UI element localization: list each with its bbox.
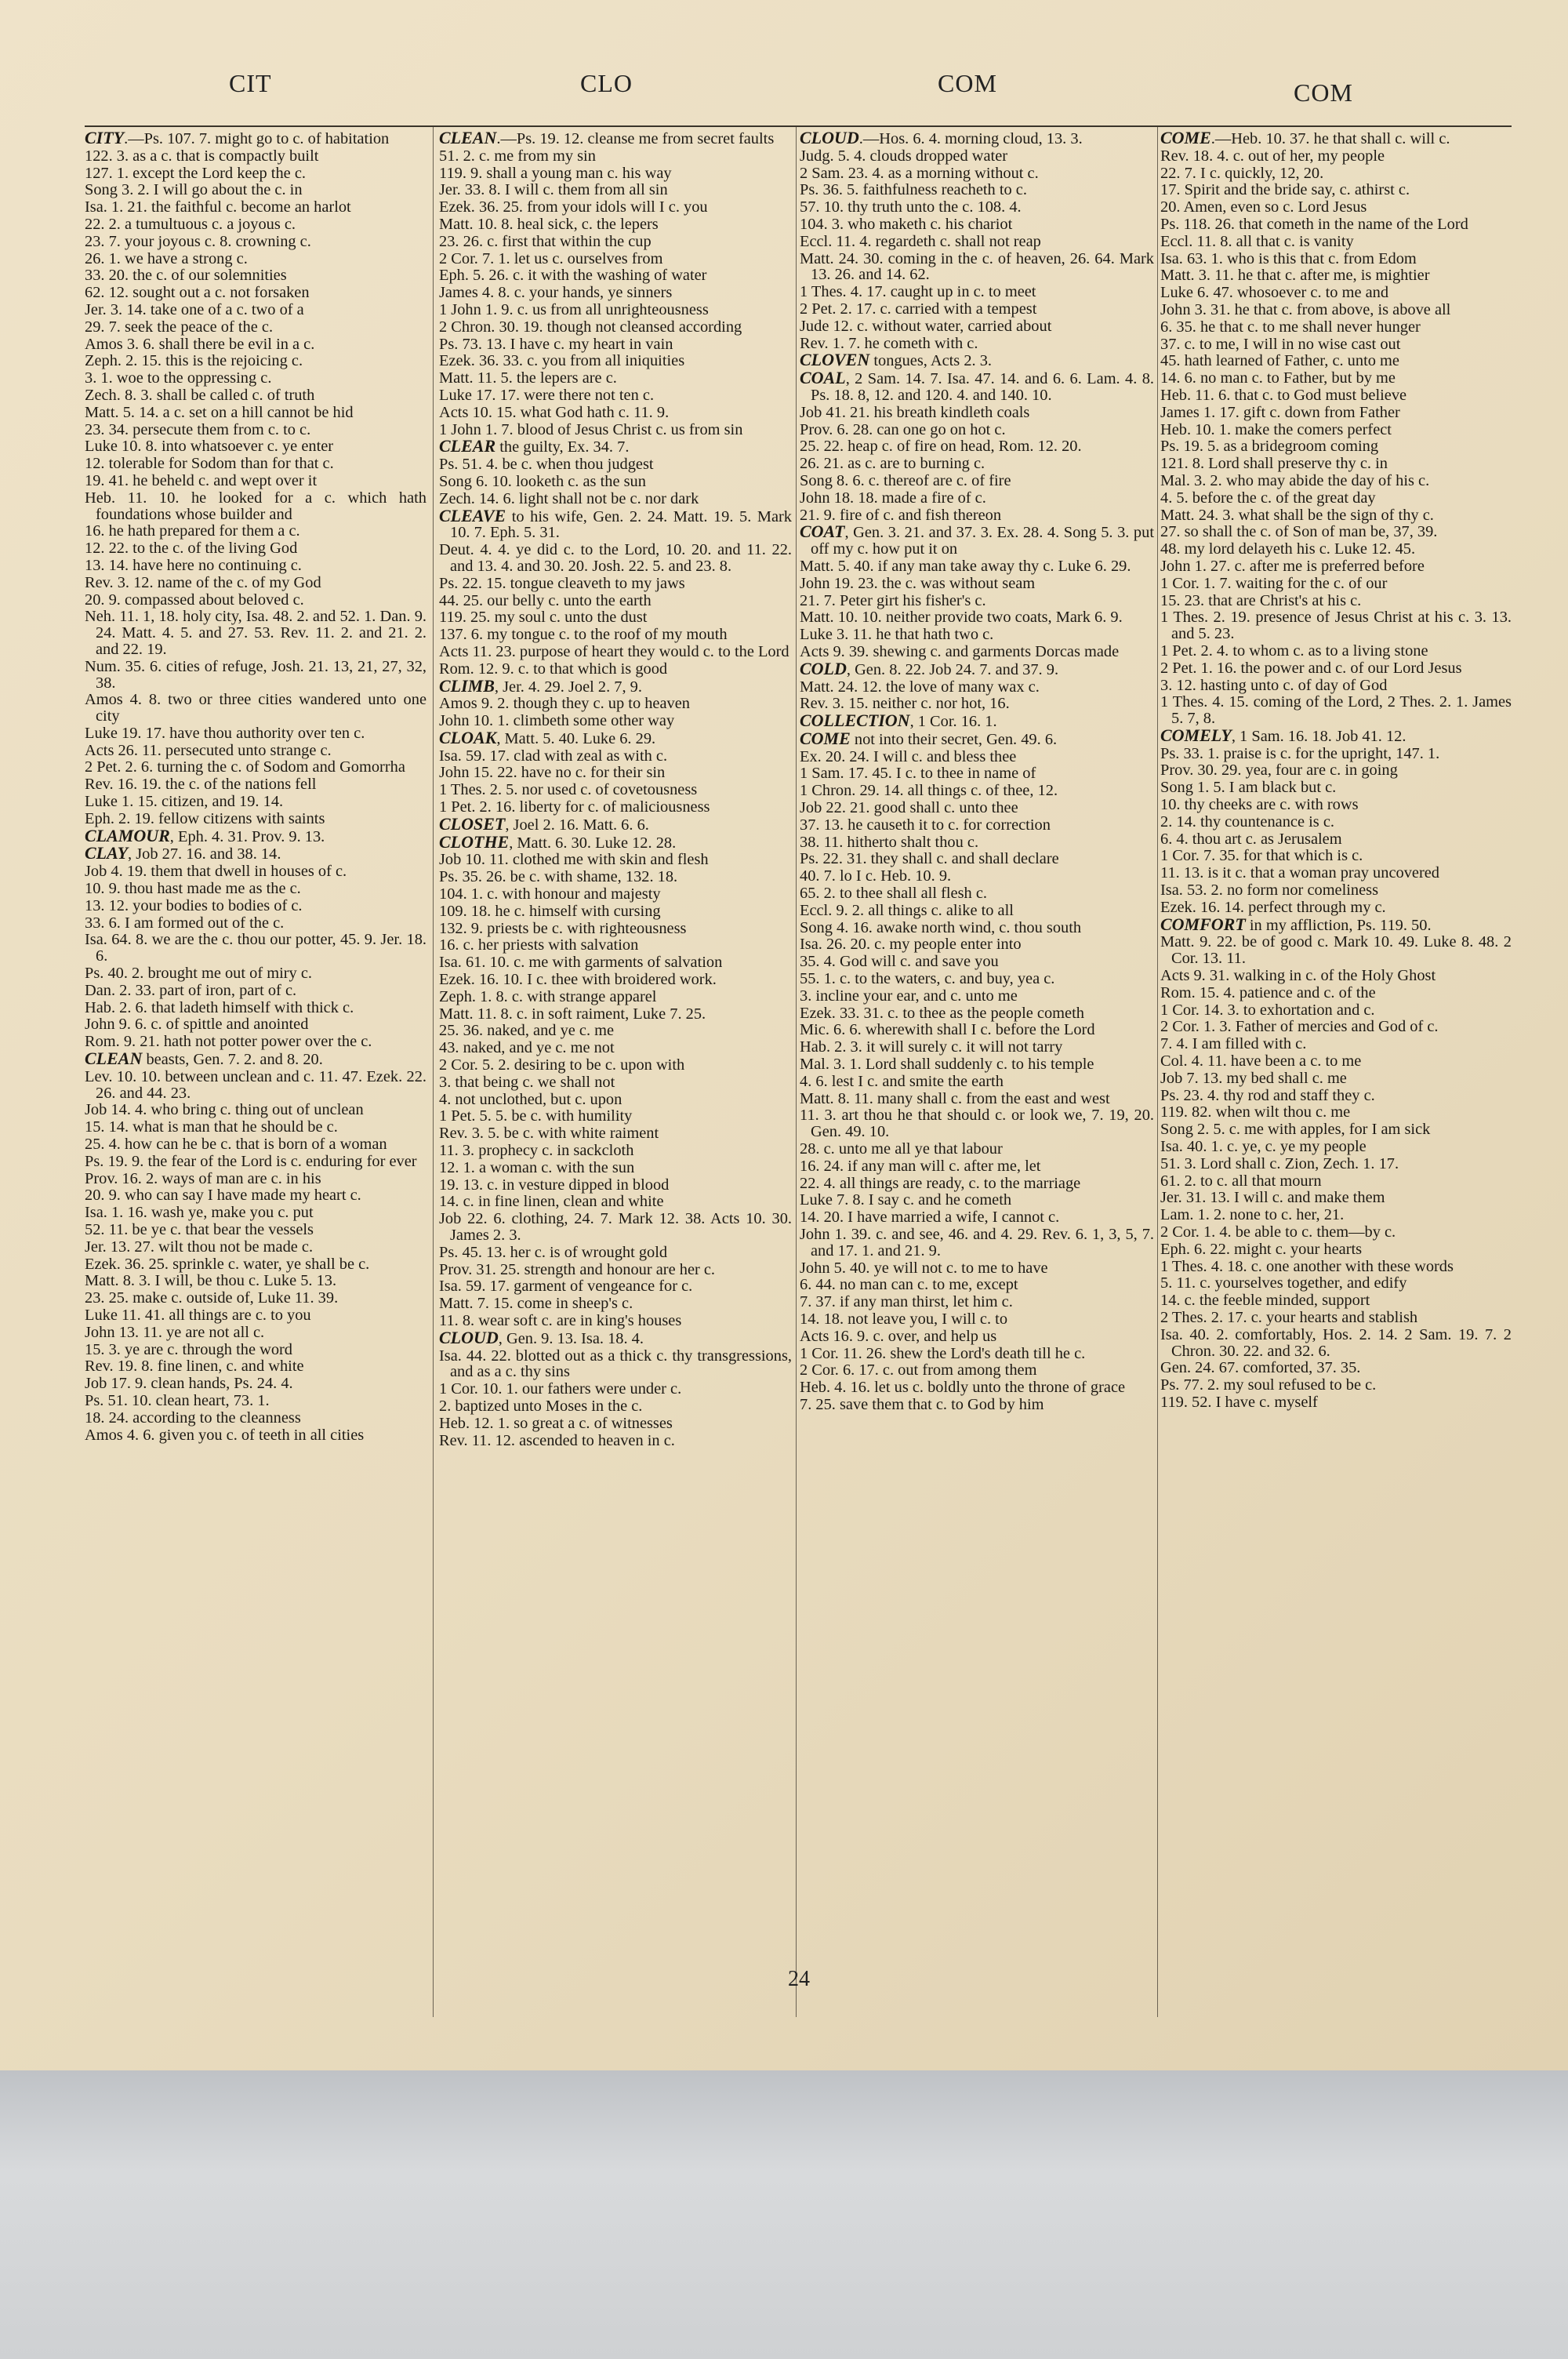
concordance-entry: 1 Cor. 7. 35. for that which is c. <box>1160 847 1363 865</box>
concordance-column-3 <box>800 130 1154 2028</box>
concordance-entry: Jer. 3. 14. take one of a c. two of a <box>85 300 304 318</box>
concordance-entry: Matt. 3. 11. he that c. after me, is mightier <box>1160 267 1430 285</box>
concordance-entry: 104. 3. who maketh c. his chariot <box>800 215 1013 233</box>
concordance-entry: 61. 2. to c. all that mourn <box>1160 1172 1322 1190</box>
concordance-entry: 15. 3. ye are c. through the word <box>85 1340 292 1358</box>
concordance-entry: 26. 1. we have a strong c. <box>85 249 248 267</box>
concordance-entry: 25. 36. naked, and ye c. me <box>439 1022 615 1040</box>
concordance-entry: 20. 9. who can say I have made my heart c. <box>85 1187 361 1205</box>
concordance-entry: Rev. 3. 5. be c. with white raiment <box>439 1125 659 1143</box>
concordance-entry: Song 1. 5. I am black but c. <box>1160 779 1337 797</box>
concordance-entry: Ps. 35. 26. be c. with shame, 132. 18. <box>439 868 678 886</box>
concordance-entry: COME.—Heb. 10. 37. he that shall c. will c. <box>1160 130 1450 147</box>
concordance-entry: 2 Pet. 1. 16. the power and c. of our Lord Jesus <box>1160 659 1462 677</box>
concordance-entry: Jer. 31. 13. I will c. and make them <box>1160 1189 1385 1207</box>
concordance-entry: Rom. 15. 4. patience and c. of the <box>1160 983 1376 1001</box>
concordance-entry: 109. 18. he c. himself with cursing <box>439 902 661 920</box>
page-number: 24 <box>788 1967 810 1991</box>
concordance-entry: CLAMOUR, Eph. 4. 31. Prov. 9. 13. <box>85 825 325 845</box>
concordance-entry: 19. 13. c. in vesture dipped in blood <box>439 1176 670 1194</box>
concordance-entry: Matt. 7. 15. come in sheep's c. <box>439 1295 633 1313</box>
concordance-entry: CLAY, Job 27. 16. and 38. 14. <box>85 843 281 863</box>
concordance-entry: 33. 6. I am formed out of the c. <box>85 914 285 932</box>
concordance-entry: CITY.—Ps. 107. 7. might go to c. of habitation <box>85 130 390 147</box>
concordance-entry: CLOUD.—Hos. 6. 4. morning cloud, 13. 3. <box>800 130 1083 147</box>
concordance-entry: Rev. 18. 4. c. out of her, my people <box>1160 147 1385 165</box>
concordance-entry: CLOVEN tongues, Acts 2. 3. <box>800 350 993 370</box>
concordance-entry: Ezek. 16. 10. I c. thee with broidered work. <box>439 971 717 989</box>
concordance-entry: 45. hath learned of Father, c. unto me <box>1160 352 1399 370</box>
concordance-entry: 2 Sam. 23. 4. as a morning without c. <box>800 164 1039 182</box>
concordance-entry: 4. 6. lest I c. and smite the earth <box>800 1072 1004 1090</box>
concordance-entry: Ps. 73. 13. I have c. my heart in vain <box>439 335 673 353</box>
concordance-entry: 121. 8. Lord shall preserve thy c. in <box>1160 455 1388 473</box>
concordance-entry: 1 Pet. 2. 4. to whom c. as to a living stone <box>1160 642 1428 660</box>
concordance-entry: 16. 24. if any man will c. after me, let <box>800 1157 1041 1175</box>
concordance-entry: COMFORT in my affliction, Ps. 119. 50. <box>1160 914 1432 934</box>
concordance-entry: 2. 14. thy countenance is c. <box>1160 812 1334 831</box>
concordance-entry: Ps. 22. 15. tongue cleaveth to my jaws <box>439 574 685 592</box>
column-divider <box>1157 127 1158 2017</box>
concordance-entry: COAT, Gen. 3. 21. and 37. 3. Ex. 28. 4. Song 5. 3. put off my c. how put it on <box>800 522 1154 558</box>
concordance-entry: 4. not unclothed, but c. upon <box>439 1090 622 1108</box>
concordance-entry: 11. 13. is it c. that a woman pray uncovered <box>1160 864 1439 882</box>
concordance-entry: 23. 7. your joyous c. 8. crowning c. <box>85 232 311 250</box>
concordance-column-1 <box>85 130 426 2028</box>
concordance-entry: Prov. 16. 2. ways of man are c. in his <box>85 1169 321 1187</box>
concordance-entry: 5. 11. c. yourselves together, and edify <box>1160 1274 1407 1292</box>
concordance-entry: 1 John 1. 7. blood of Jesus Christ c. us from sin <box>439 420 743 438</box>
concordance-entry: Mal. 3. 2. who may abide the day of his c. <box>1160 471 1430 489</box>
concordance-entry: 1 Pet. 2. 16. liberty for c. of maliciousness <box>439 798 710 816</box>
concordance-entry: Ps. 51. 10. clean heart, 73. 1. <box>85 1391 270 1409</box>
concordance-entry: Isa. 53. 2. no form nor comeliness <box>1160 881 1379 900</box>
concordance-entry: Acts 11. 23. purpose of heart they would c. to the Lord <box>439 642 789 660</box>
concordance-entry: Matt. 24. 30. coming in the c. of heaven, 26. 64. Mark 13. 26. and 14. 62. <box>800 249 1154 284</box>
concordance-entry: COMELY, 1 Sam. 16. 18. Job 41. 12. <box>1160 725 1406 745</box>
concordance-entry: 19. 41. he beheld c. and wept over it <box>85 471 318 489</box>
concordance-entry: 21. 9. fire of c. and fish thereon <box>800 506 1002 524</box>
concordance-entry: Ps. 33. 1. praise is c. for the upright, 147. 1. <box>1160 744 1440 762</box>
concordance-entry: Matt. 5. 14. a c. set on a hill cannot be hid <box>85 403 354 421</box>
concordance-entry: Rev. 3. 15. neither c. nor hot, 16. <box>800 695 1010 713</box>
concordance-entry: Heb. 12. 1. so great a c. of witnesses <box>439 1414 673 1432</box>
concordance-entry: 1 Cor. 14. 3. to exhortation and c. <box>1160 1001 1375 1019</box>
concordance-entry: Prov. 30. 29. yea, four are c. in going <box>1160 761 1398 780</box>
concordance-entry: 52. 11. be ye c. that bear the vessels <box>85 1221 314 1238</box>
concordance-entry: Ps. 36. 5. faithfulness reacheth to c. <box>800 181 1027 199</box>
concordance-entry: Ps. 22. 31. they shall c. and shall declare <box>800 850 1059 868</box>
concordance-column-2 <box>439 130 792 2028</box>
concordance-entry: John 15. 22. have no c. for their sin <box>439 764 666 782</box>
concordance-entry: Deut. 4. 4. ye did c. to the Lord, 10. 20. and 11. 22. and 13. 4. and 30. 20. Josh. 22. 5. and 23. 8. <box>439 541 792 575</box>
concordance-entry: 29. 7. seek the peace of the c. <box>85 318 274 336</box>
concordance-entry: Prov. 31. 25. strength and honour are her c. <box>439 1260 716 1278</box>
concordance-entry: 2 Cor. 1. 3. Father of mercies and God of c. <box>1160 1018 1439 1036</box>
concordance-entry: 1 John 1. 9. c. us from all unrighteousness <box>439 300 709 318</box>
concordance-entry: Matt. 10. 8. heal sick, c. the lepers <box>439 215 659 233</box>
concordance-entry: Judg. 5. 4. clouds dropped water <box>800 147 1008 165</box>
header-word-4: COM <box>1294 78 1353 107</box>
concordance-entry: 3. incline your ear, and c. unto me <box>800 987 1018 1005</box>
concordance-entry: Song 4. 16. awake north wind, c. thou south <box>800 918 1082 936</box>
concordance-entry: Isa. 63. 1. who is this that c. from Edom <box>1160 249 1417 267</box>
header-rule <box>85 125 1512 127</box>
concordance-entry: Luke 1. 15. citizen, and 19. 14. <box>85 793 284 811</box>
concordance-entry: 4. 5. before the c. of the great day <box>1160 489 1376 507</box>
concordance-entry: Job 10. 11. clothed me with skin and flesh <box>439 851 709 869</box>
concordance-entry: Acts 9. 39. shewing c. and garments Dorcas made <box>800 642 1120 660</box>
concordance-entry: Jude 12. c. without water, carried about <box>800 317 1052 335</box>
concordance-entry: 11. 3. prophecy c. in sackcloth <box>439 1142 634 1160</box>
concordance-entry: 23. 26. c. first that within the cup <box>439 232 652 250</box>
concordance-entry: 40. 7. lo I c. Heb. 10. 9. <box>800 867 952 885</box>
concordance-entry: 122. 3. as a c. that is compactly built <box>85 147 319 165</box>
concordance-entry: CLEAVE to his wife, Gen. 2. 24. Matt. 19. 5. Mark 10. 7. Eph. 5. 31. <box>439 505 792 542</box>
concordance-entry: Amos 9. 2. though they c. up to heaven <box>439 695 690 713</box>
concordance-entry: Rev. 1. 7. he cometh with c. <box>800 334 978 352</box>
concordance-entry: Isa. 59. 17. clad with zeal as with c. <box>439 747 668 765</box>
concordance-entry: 1 Cor. 10. 1. our fathers were under c. <box>439 1380 682 1398</box>
concordance-entry: 25. 4. how can he be c. that is born of a woman <box>85 1136 387 1154</box>
concordance-entry: Ps. 118. 26. that cometh in the name of the Lord <box>1160 215 1468 233</box>
concordance-entry: 1 Thes. 2. 19. presence of Jesus Christ at his c. 3. 13. and 5. 23. <box>1160 609 1512 643</box>
concordance-entry: 137. 6. my tongue c. to the roof of my mouth <box>439 626 728 644</box>
concordance-entry: Heb. 11. 10. he looked for a c. which hath foundations whose builder and <box>85 489 426 523</box>
concordance-entry: 1 Sam. 17. 45. I c. to thee in name of <box>800 765 1036 783</box>
concordance-entry: John 5. 40. ye will not c. to me to have <box>800 1259 1048 1277</box>
concordance-entry: Rev. 11. 12. ascended to heaven in c. <box>439 1431 675 1449</box>
concordance-entry: Job 7. 13. my bed shall c. me <box>1160 1069 1347 1087</box>
concordance-entry: CLIMB, Jer. 4. 29. Joel 2. 7, 9. <box>439 675 642 696</box>
concordance-entry: 13. 12. your bodies to bodies of c. <box>85 896 303 914</box>
concordance-entry: 119. 52. I have c. myself <box>1160 1393 1318 1411</box>
concordance-entry: 6. 4. thou art c. as Jerusalem <box>1160 830 1342 848</box>
concordance-entry: Matt. 9. 22. be of good c. Mark 10. 49. Luke 8. 48. 2 Cor. 13. 11. <box>1160 933 1512 968</box>
concordance-entry: 1 Chron. 29. 14. all things c. of thee, 12. <box>800 782 1058 800</box>
concordance-entry: 7. 4. I am filled with c. <box>1160 1035 1307 1053</box>
concordance-entry: Ps. 51. 4. be c. when thou judgest <box>439 456 654 474</box>
concordance-entry: Acts 10. 15. what God hath c. 11. 9. <box>439 403 670 421</box>
concordance-entry: Jer. 33. 8. I will c. them from all sin <box>439 181 668 199</box>
concordance-entry: Eph. 2. 19. fellow citizens with saints <box>85 809 325 827</box>
concordance-entry: Dan. 2. 33. part of iron, part of c. <box>85 981 297 999</box>
concordance-entry: Matt. 24. 3. what shall be the sign of thy c. <box>1160 506 1434 524</box>
concordance-entry: Ps. 19. 9. the fear of the Lord is c. enduring for ever <box>85 1152 417 1170</box>
concordance-entry: 37. c. to me, I will in no wise cast out <box>1160 335 1401 353</box>
concordance-entry: Matt. 11. 5. the lepers are c. <box>439 369 617 387</box>
concordance-entry: 20. 9. compassed about beloved c. <box>85 591 304 609</box>
concordance-entry: Amos 4. 6. given you c. of teeth in all cities <box>85 1426 365 1444</box>
concordance-entry: COME not into their secret, Gen. 49. 6. <box>800 728 1058 748</box>
concordance-entry: 2 Pet. 2. 6. turning the c. of Sodom and Gomorrha <box>85 758 405 776</box>
concordance-entry: 21. 7. Peter girt his fisher's c. <box>800 591 986 609</box>
concordance-entry: Job 14. 4. who bring c. thing out of unclean <box>85 1101 364 1119</box>
background-surface <box>0 2070 1568 2359</box>
concordance-entry: 2 Cor. 7. 1. let us c. ourselves from <box>439 249 663 267</box>
concordance-entry: Zech. 14. 6. light shall not be c. nor dark <box>439 489 699 507</box>
concordance-entry: 3. 12. hasting unto c. of day of God <box>1160 676 1388 694</box>
concordance-entry: Matt. 5. 40. if any man take away thy c. Luke 6. 29. <box>800 557 1131 575</box>
concordance-entry: Luke 10. 8. into whatsoever c. ye enter <box>85 438 334 456</box>
concordance-entry: 37. 13. he causeth it to c. for correction <box>800 816 1051 834</box>
concordance-entry: 14. 6. no man c. to Father, but by me <box>1160 369 1396 387</box>
concordance-entry: 57. 10. thy truth unto the c. 108. 4. <box>800 198 1022 216</box>
concordance-entry: John 9. 6. c. of spittle and anointed <box>85 1016 309 1034</box>
concordance-entry: 51. 3. Lord shall c. Zion, Zech. 1. 17. <box>1160 1154 1399 1172</box>
concordance-entry: 1 Thes. 4. 18. c. one another with these words <box>1160 1257 1454 1275</box>
concordance-entry: Ezek. 33. 31. c. to thee as the people cometh <box>800 1004 1084 1022</box>
concordance-entry: 23. 25. make c. outside of, Luke 11. 39. <box>85 1289 339 1307</box>
concordance-entry: 119. 25. my soul c. unto the dust <box>439 609 648 627</box>
concordance-entry: Luke 3. 11. he that hath two c. <box>800 626 994 644</box>
concordance-entry: Gen. 24. 67. comforted, 37. 35. <box>1160 1359 1361 1377</box>
concordance-entry: Isa. 1. 21. the faithful c. become an harlot <box>85 198 351 216</box>
concordance-entry: 18. 24. according to the cleanness <box>85 1408 301 1427</box>
concordance-entry: 43. naked, and ye c. me not <box>439 1039 615 1057</box>
header-word-1: CIT <box>229 69 272 97</box>
concordance-entry: Col. 4. 11. have been a c. to me <box>1160 1052 1362 1070</box>
concordance-entry: Ex. 20. 24. I will c. and bless thee <box>800 747 1017 765</box>
concordance-entry: Zeph. 2. 15. this is the rejoicing c. <box>85 352 303 370</box>
concordance-entry: Matt. 11. 8. c. in soft raiment, Luke 7. 25. <box>439 1005 706 1023</box>
concordance-entry: 15. 23. that are Christ's at his c. <box>1160 591 1362 609</box>
concordance-entry: 6. 35. he that c. to me shall never hunger <box>1160 318 1421 336</box>
concordance-entry: Ps. 45. 13. her c. is of wrought gold <box>439 1243 668 1261</box>
concordance-entry: 3. 1. woe to the oppressing c. <box>85 369 272 387</box>
concordance-entry: Ps. 19. 5. as a bridegroom coming <box>1160 438 1379 456</box>
concordance-entry: Rom. 12. 9. c. to that which is good <box>439 660 668 678</box>
concordance-entry: 51. 2. c. me from my sin <box>439 147 596 165</box>
concordance-entry: Eccl. 9. 2. all things c. alike to all <box>800 901 1014 919</box>
concordance-entry: Job 22. 6. clothing, 24. 7. Mark 12. 38. Acts 10. 30. James 2. 3. <box>439 1210 792 1244</box>
concordance-entry: 14. c. in fine linen, clean and white <box>439 1193 664 1211</box>
concordance-entry: John 1. 39. c. and see, 46. and 4. 29. Rev. 6. 1, 3, 5, 7. and 17. 1. and 21. 9. <box>800 1226 1154 1259</box>
concordance-entry: Acts 16. 9. c. over, and help us <box>800 1327 997 1345</box>
concordance-entry: James 4. 8. c. your hands, ye sinners <box>439 284 673 302</box>
concordance-entry: Matt. 8. 3. I will, be thou c. Luke 5. 13. <box>85 1272 337 1290</box>
concordance-entry: Amos 3. 6. shall there be evil in a c. <box>85 335 315 353</box>
concordance-entry: John 19. 23. the c. was without seam <box>800 574 1036 592</box>
concordance-entry: Song 3. 2. I will go about the c. in <box>85 181 303 199</box>
concordance-entry: 2. baptized unto Moses in the c. <box>439 1397 643 1415</box>
concordance-entry: 33. 20. the c. of our solemnities <box>85 267 287 285</box>
concordance-entry: Mic. 6. 6. wherewith shall I c. before the Lord <box>800 1021 1095 1039</box>
concordance-entry: 2 Thes. 2. 17. c. your hearts and stablish <box>1160 1308 1418 1326</box>
concordance-entry: Rev. 3. 12. name of the c. of my God <box>85 573 321 591</box>
concordance-entry: Isa. 61. 10. c. me with garments of salvation <box>439 954 723 972</box>
concordance-entry: 7. 25. save them that c. to God by him <box>800 1395 1044 1413</box>
concordance-entry: 12. 22. to the c. of the living God <box>85 540 298 558</box>
concordance-entry: COLLECTION, 1 Cor. 16. 1. <box>800 711 997 731</box>
concordance-entry: 2 Cor. 1. 4. be able to c. them—by c. <box>1160 1223 1396 1241</box>
concordance-entry: Luke 11. 41. all things are c. to you <box>85 1306 311 1324</box>
concordance-entry: Heb. 11. 6. that c. to God must believe <box>1160 386 1407 404</box>
concordance-entry: 13. 14. have here no continuing c. <box>85 556 302 574</box>
concordance-entry: Isa. 40. 1. c. ye, c. ye my people <box>1160 1138 1367 1156</box>
concordance-entry: Neh. 11. 1, 18. holy city, Isa. 48. 2. and 52. 1. Dan. 9. 24. Matt. 4. 5. and 27. 53. Rev. 11. 2. and 21. 2. and 22. 19. <box>85 608 426 658</box>
concordance-entry: CLOAK, Matt. 5. 40. Luke 6. 29. <box>439 727 656 747</box>
concordance-entry: Matt. 24. 12. the love of many wax c. <box>800 678 1040 696</box>
concordance-entry: Ps. 77. 2. my soul refused to be c. <box>1160 1376 1377 1394</box>
column-divider <box>433 127 434 2017</box>
concordance-entry: Heb. 4. 16. let us c. boldly unto the throne of grace <box>800 1379 1126 1397</box>
concordance-entry: 35. 4. God will c. and save you <box>800 953 999 971</box>
concordance-entry: 7. 37. if any man thirst, let him c. <box>800 1293 1013 1311</box>
concordance-entry: 2 Pet. 2. 17. c. carried with a tempest <box>800 300 1037 318</box>
concordance-entry: John 10. 1. climbeth some other way <box>439 712 675 730</box>
concordance-entry: CLOTHE, Matt. 6. 30. Luke 12. 28. <box>439 831 677 852</box>
concordance-entry: 44. 25. our belly c. unto the earth <box>439 591 652 609</box>
concordance-entry: 55. 1. c. to the waters, c. and buy, yea c. <box>800 970 1055 988</box>
concordance-entry: 2 Cor. 5. 2. desiring to be c. upon with <box>439 1056 685 1074</box>
concordance-entry: Job 41. 21. his breath kindleth coals <box>800 403 1030 421</box>
concordance-entry: 16. he hath prepared for them a c. <box>85 522 300 540</box>
concordance-entry: COAL, 2 Sam. 14. 7. Isa. 47. 14. and 6. 6. Lam. 4. 8. Ps. 18. 8, 12. and 120. 4. and 140. 10. <box>800 368 1154 404</box>
concordance-entry: 16. c. her priests with salvation <box>439 936 639 954</box>
concordance-entry: Luke 7. 8. I say c. and he cometh <box>800 1191 1012 1209</box>
concordance-entry: Acts 26. 11. persecuted unto strange c. <box>85 741 332 759</box>
concordance-entry: 1 Thes. 4. 17. caught up in c. to meet <box>800 283 1036 301</box>
concordance-entry: Isa. 1. 16. wash ye, make you c. put <box>85 1204 314 1222</box>
concordance-entry: Isa. 40. 2. comfortably, Hos. 2. 14. 2 Sam. 19. 7. 2 Chron. 30. 22. and 32. 6. <box>1160 1325 1512 1360</box>
concordance-entry: 14. 20. I have married a wife, I cannot c. <box>800 1209 1060 1227</box>
concordance-entry: 28. c. unto me all ye that labour <box>800 1140 1003 1158</box>
concordance-entry: Song 2. 5. c. me with apples, for I am sick <box>1160 1121 1431 1139</box>
concordance-entry: Hab. 2. 6. that ladeth himself with thick c. <box>85 998 354 1016</box>
concordance-entry: Eph. 6. 22. might c. your hearts <box>1160 1240 1363 1258</box>
concordance-entry: Heb. 10. 1. make the comers perfect <box>1160 420 1392 438</box>
concordance-entry: 1 Thes. 2. 5. nor used c. of covetousness <box>439 781 698 799</box>
concordance-entry: John 13. 11. ye are not all c. <box>85 1323 265 1341</box>
concordance-entry: 119. 9. shall a young man c. his way <box>439 164 672 182</box>
concordance-entry: John 3. 31. he that c. from above, is above all <box>1160 300 1451 318</box>
concordance-entry: 22. 7. I c. quickly, 12, 20. <box>1160 164 1324 182</box>
concordance-column-4 <box>1160 130 1512 2028</box>
concordance-entry: 1 Thes. 4. 15. coming of the Lord, 2 Thes. 2. 1. James 5. 7, 8. <box>1160 693 1512 728</box>
concordance-entry: Ezek. 36. 25. from your idols will I c. you <box>439 198 708 216</box>
concordance-entry: Acts 9. 31. walking in c. of the Holy Ghost <box>1160 967 1436 985</box>
concordance-entry: 3. that being c. we shall not <box>439 1073 615 1091</box>
concordance-entry: CLOUD, Gen. 9. 13. Isa. 18. 4. <box>439 1327 644 1347</box>
concordance-entry: 22. 2. a tumultuous c. a joyous c. <box>85 215 296 233</box>
concordance-entry: Song 6. 10. looketh c. as the sun <box>439 472 646 490</box>
concordance-entry: Isa. 59. 17. garment of vengeance for c. <box>439 1278 693 1296</box>
concordance-entry: John 18. 18. made a fire of c. <box>800 489 986 507</box>
concordance-entry: 2 Chron. 30. 19. though not cleansed according <box>439 318 742 336</box>
concordance-entry: Job 22. 21. good shall c. unto thee <box>800 799 1018 817</box>
concordance-entry: 20. Amen, even so c. Lord Jesus <box>1160 198 1367 216</box>
concordance-entry: 1 Cor. 11. 26. shew the Lord's death till he c. <box>800 1344 1086 1362</box>
concordance-entry: 48. my lord delayeth his c. Luke 12. 45. <box>1160 540 1416 558</box>
concordance-entry: Jer. 13. 27. wilt thou not be made c. <box>85 1238 314 1256</box>
concordance-entry: 12. tolerable for Sodom than for that c. <box>85 455 334 473</box>
header-word-3: COM <box>938 69 997 97</box>
concordance-entry: Isa. 44. 22. blotted out as a thick c. thy transgressions, and as a c. thy sins <box>439 1347 792 1381</box>
concordance-entry: Luke 6. 47. whosoever c. to me and <box>1160 284 1389 302</box>
concordance-entry: 22. 4. all things are ready, c. to the marriage <box>800 1174 1081 1192</box>
concordance-entry: 17. Spirit and the bride say, c. athirst c. <box>1160 181 1410 199</box>
concordance-entry: 1 Pet. 5. 5. be c. with humility <box>439 1107 633 1125</box>
concordance-entry: Lam. 1. 2. none to c. her, 21. <box>1160 1206 1345 1224</box>
concordance-entry: 132. 9. priests be c. with righteousness <box>439 919 687 937</box>
concordance-entry: 38. 11. hitherto shalt thou c. <box>800 833 979 851</box>
concordance-entry: Ezek. 16. 14. perfect through my c. <box>1160 898 1386 916</box>
concordance-entry: 15. 14. what is man that he should be c. <box>85 1118 338 1136</box>
running-header <box>0 69 1568 108</box>
concordance-entry: CLEAN.—Ps. 19. 12. cleanse me from secret faults <box>439 130 775 147</box>
concordance-entry: Rev. 16. 19. the c. of the nations fell <box>85 776 317 794</box>
concordance-entry: Ezek. 36. 33. c. you from all iniquities <box>439 352 685 370</box>
concordance-entry: Eccl. 11. 8. all that c. is vanity <box>1160 232 1354 250</box>
concordance-entry: Zeph. 1. 8. c. with strange apparel <box>439 987 657 1005</box>
concordance-entry: CLOSET, Joel 2. 16. Matt. 6. 6. <box>439 813 649 834</box>
concordance-entry: Ps. 23. 4. thy rod and staff they c. <box>1160 1086 1375 1104</box>
concordance-entry: Isa. 64. 8. we are the c. thou our potter, 45. 9. Jer. 18. 6. <box>85 931 426 965</box>
concordance-entry: Zech. 8. 3. shall be called c. of truth <box>85 386 315 404</box>
concordance-entry: 14. c. the feeble minded, support <box>1160 1292 1370 1310</box>
concordance-entry: 119. 82. when wilt thou c. me <box>1160 1103 1351 1121</box>
concordance-entry: COLD, Gen. 8. 22. Job 24. 7. and 37. 9. <box>800 658 1059 678</box>
concordance-entry: 2 Cor. 6. 17. c. out from among them <box>800 1361 1037 1379</box>
concordance-entry: Lev. 10. 10. between unclean and c. 11. 47. Ezek. 22. 26. and 44. 23. <box>85 1067 426 1102</box>
concordance-entry: Amos 4. 8. two or three cities wandered unto one city <box>85 691 426 725</box>
concordance-entry: Prov. 6. 28. can one go on hot c. <box>800 420 1006 438</box>
concordance-entry: James 1. 17. gift c. down from Father <box>1160 403 1400 421</box>
concordance-entry: 14. 18. not leave you, I will c. to <box>800 1310 1008 1328</box>
concordance-entry: 62. 12. sought out a c. not forsaken <box>85 284 310 302</box>
concordance-entry: Song 8. 6. c. thereof are c. of fire <box>800 471 1011 489</box>
concordance-entry: Eccl. 11. 4. regardeth c. shall not reap <box>800 232 1041 250</box>
concordance-entry: Rom. 9. 21. hath not potter power over the c. <box>85 1033 372 1051</box>
concordance-entry: 11. 3. art thou he that should c. or look we, 7. 19, 20. Gen. 49. 10. <box>800 1107 1154 1141</box>
concordance-entry: 25. 22. heap c. of fire on head, Rom. 12. 20. <box>800 438 1082 456</box>
concordance-entry: 11. 8. wear soft c. are in king's houses <box>439 1311 682 1329</box>
concordance-entry: 27. so shall the c. of Son of man be, 37, 39. <box>1160 523 1438 541</box>
concordance-entry: 104. 1. c. with honour and majesty <box>439 885 661 903</box>
concordance-entry: Matt. 10. 10. neither provide two coats, Mark 6. 9. <box>800 609 1123 627</box>
concordance-entry: 10. thy cheeks are c. with rows <box>1160 796 1359 814</box>
concordance-entry: Job 17. 9. clean hands, Ps. 24. 4. <box>85 1375 293 1393</box>
concordance-entry: 23. 34. persecute them from c. to c. <box>85 420 311 438</box>
concordance-entry: 65. 2. to thee shall all flesh c. <box>800 885 987 903</box>
concordance-entry: 12. 1. a woman c. with the sun <box>439 1158 635 1176</box>
concordance-entry: 127. 1. except the Lord keep the c. <box>85 164 306 182</box>
header-word-2: CLO <box>580 69 633 97</box>
concordance-entry: Num. 35. 6. cities of refuge, Josh. 21. 13, 21, 27, 32, 38. <box>85 657 426 692</box>
concordance-entry: Eph. 5. 26. c. it with the washing of water <box>439 267 707 285</box>
concordance-entry: Ps. 40. 2. brought me out of miry c. <box>85 965 312 983</box>
concordance-entry: Rev. 19. 8. fine linen, c. and white <box>85 1358 304 1376</box>
concordance-entry: CLEAR the guilty, Ex. 34. 7. <box>439 436 630 456</box>
concordance-entry: Job 4. 19. them that dwell in houses of c. <box>85 863 347 881</box>
concordance-entry: 10. 9. thou hast made me as the c. <box>85 880 301 898</box>
concordance-entry: John 1. 27. c. after me is preferred before <box>1160 557 1425 575</box>
concordance-entry: 6. 44. no man can c. to me, except <box>800 1276 1018 1294</box>
concordance-entry: Ezek. 36. 25. sprinkle c. water, ye shall be c. <box>85 1255 370 1273</box>
concordance-entry: CLEAN beasts, Gen. 7. 2. and 8. 20. <box>85 1049 323 1069</box>
concordance-entry: Isa. 26. 20. c. my people enter into <box>800 936 1022 954</box>
concordance-entry: Luke 19. 17. have thou authority over ten c. <box>85 724 365 742</box>
column-divider <box>796 127 797 2017</box>
concordance-entry: 26. 21. as c. are to burning c. <box>800 455 985 473</box>
concordance-entry: 1 Cor. 1. 7. waiting for the c. of our <box>1160 574 1388 592</box>
concordance-entry: Luke 17. 17. were there not ten c. <box>439 386 655 404</box>
concordance-entry: Hab. 2. 3. it will surely c. it will not tarry <box>800 1038 1063 1056</box>
concordance-entry: Matt. 8. 11. many shall c. from the east and west <box>800 1089 1110 1107</box>
concordance-entry: Mal. 3. 1. Lord shall suddenly c. to his temple <box>800 1056 1094 1074</box>
